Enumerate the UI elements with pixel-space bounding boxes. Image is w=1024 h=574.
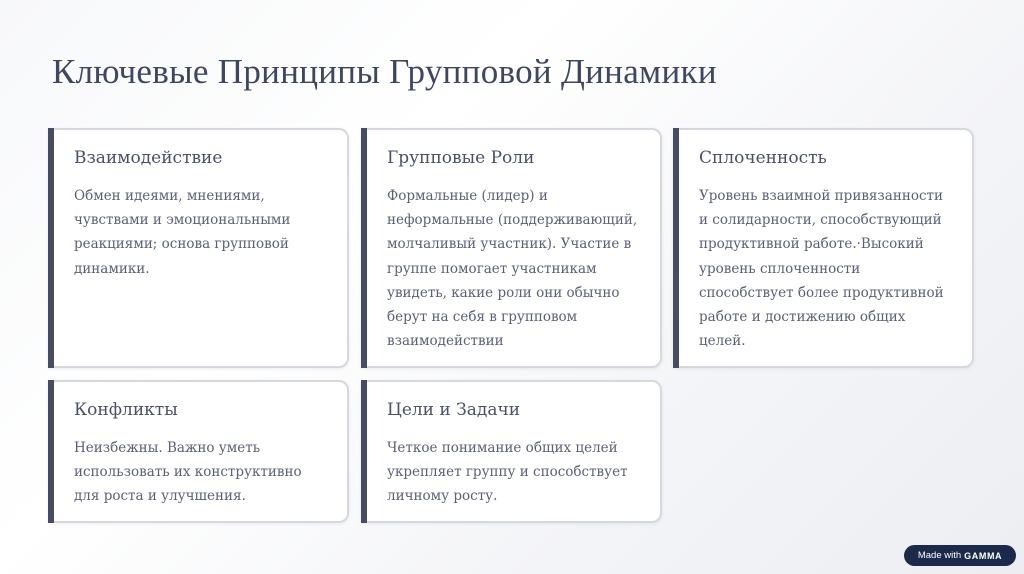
card-text: Уровень взаимной привязанности и солидарности, способствующий продуктивной работе.·Высокий уровень сплоченности способствует более продуктивной работе и достижению общих целей. bbox=[699, 188, 944, 350]
principle-card-conflicts bbox=[48, 380, 349, 523]
card-title: Цели и Задачи bbox=[387, 400, 521, 420]
badge-prefix: Made with bbox=[917, 550, 962, 561]
made-with-gamma-badge[interactable] bbox=[904, 545, 1016, 566]
card-text: Формальные (лидер) и неформальные (поддерживающий, молчаливый участник). Участие в группе помогает участникам увидеть, какие роли они обычно берут на себя в групповом взаимодействии bbox=[387, 188, 638, 350]
principle-card-cohesion bbox=[673, 128, 974, 368]
page-title: Ключевые Принципы Групповой Динамики bbox=[52, 52, 717, 91]
gamma-logo: GAMMA bbox=[964, 550, 1003, 561]
principle-card-goals bbox=[361, 380, 662, 523]
principle-card-group-roles bbox=[361, 128, 662, 368]
card-text: Неизбежны. Важно уметь использовать их конструктивно для роста и улучшения. bbox=[74, 440, 302, 505]
card-title: Сплоченность bbox=[699, 148, 827, 168]
principle-card-interaction bbox=[48, 128, 349, 368]
card-title: Конфликты bbox=[74, 400, 178, 420]
card-text: Четкое понимание общих целей укрепляет группу и способствует личному росту. bbox=[387, 440, 628, 505]
card-title: Групповые Роли bbox=[387, 148, 535, 168]
card-text: Обмен идеями, мнениями, чувствами и эмоциональными реакциями; основа групповой динамики. bbox=[74, 188, 291, 277]
card-title: Взаимодействие bbox=[74, 148, 223, 168]
